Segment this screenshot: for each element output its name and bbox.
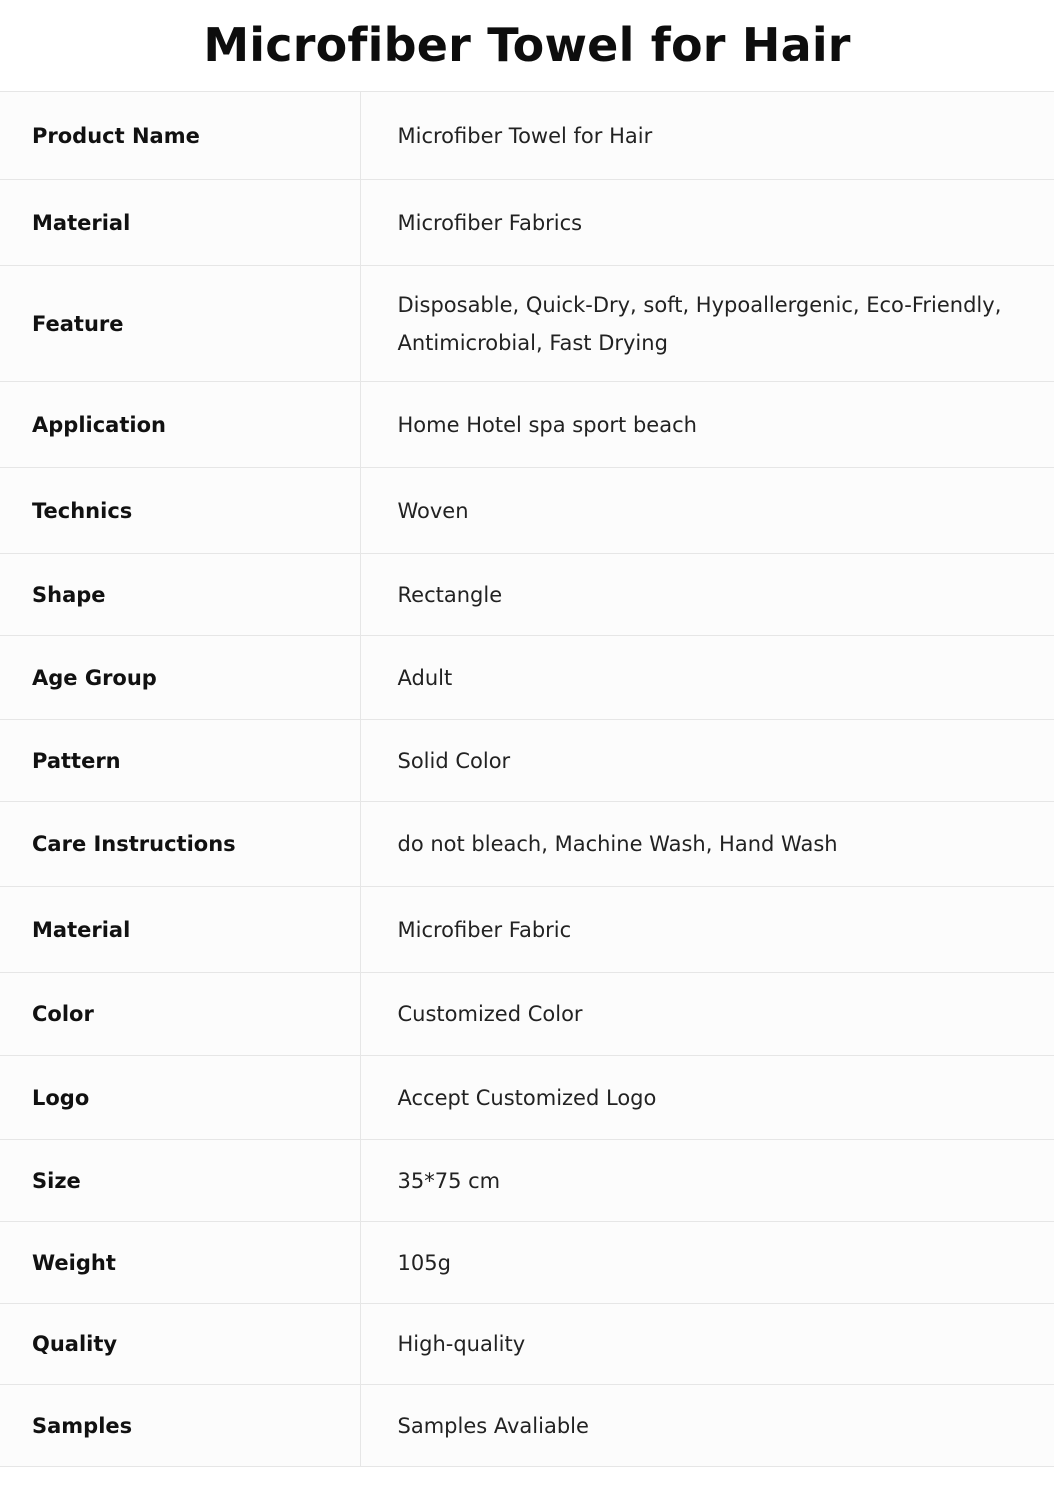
spec-row-logo [0, 1056, 1054, 1140]
spec-label: Product Name [0, 92, 360, 180]
spec-value: Home Hotel spa sport beach [360, 382, 1054, 468]
spec-value: High-quality [360, 1304, 1054, 1385]
spec-row-quality [0, 1304, 1054, 1385]
spec-label: Application [0, 382, 360, 468]
spec-label: Weight [0, 1222, 360, 1304]
spec-label: Samples [0, 1385, 360, 1467]
spec-row-color [0, 973, 1054, 1056]
spec-value: Customized Color [360, 973, 1054, 1056]
spec-label: Technics [0, 468, 360, 554]
spec-value: Microfiber Fabric [360, 887, 1054, 973]
spec-label: Shape [0, 554, 360, 636]
spec-value: Adult [360, 636, 1054, 720]
spec-value: 35*75 cm [360, 1140, 1054, 1222]
spec-row-technics [0, 468, 1054, 554]
spec-value: 105g [360, 1222, 1054, 1304]
spec-label: Color [0, 973, 360, 1056]
spec-label: Feature [0, 266, 360, 382]
spec-value: Accept Customized Logo [360, 1056, 1054, 1140]
spec-label: Material [0, 887, 360, 973]
spec-label: Quality [0, 1304, 360, 1385]
spec-value: do not bleach, Machine Wash, Hand Wash [360, 802, 1054, 887]
page-title: Microfiber Towel for Hair [203, 18, 851, 72]
spec-row-feature [0, 266, 1054, 382]
spec-value: Woven [360, 468, 1054, 554]
spec-row-age-group [0, 636, 1054, 720]
spec-row-material [0, 180, 1054, 266]
spec-value: Microfiber Fabrics [360, 180, 1054, 266]
spec-row-weight [0, 1222, 1054, 1304]
spec-label: Pattern [0, 720, 360, 802]
spec-value: Disposable, Quick-Dry, soft, Hypoallergenic, Eco-Friendly, Antimicrobial, Fast Drying [360, 266, 1054, 382]
spec-row-samples [0, 1385, 1054, 1467]
spec-label: Logo [0, 1056, 360, 1140]
spec-row-size [0, 1140, 1054, 1222]
spec-label: Age Group [0, 636, 360, 720]
spec-table [0, 91, 1054, 1467]
spec-value: Rectangle [360, 554, 1054, 636]
spec-label: Care Instructions [0, 802, 360, 887]
spec-value: Solid Color [360, 720, 1054, 802]
spec-row-care-instructions [0, 802, 1054, 887]
spec-label: Size [0, 1140, 360, 1222]
spec-row-product-name [0, 92, 1054, 180]
spec-row-application [0, 382, 1054, 468]
spec-row-shape [0, 554, 1054, 636]
spec-value: Microfiber Towel for Hair [360, 92, 1054, 180]
spec-row-material-2 [0, 887, 1054, 973]
spec-value: Samples Avaliable [360, 1385, 1054, 1467]
spec-row-pattern [0, 720, 1054, 802]
spec-label: Material [0, 180, 360, 266]
